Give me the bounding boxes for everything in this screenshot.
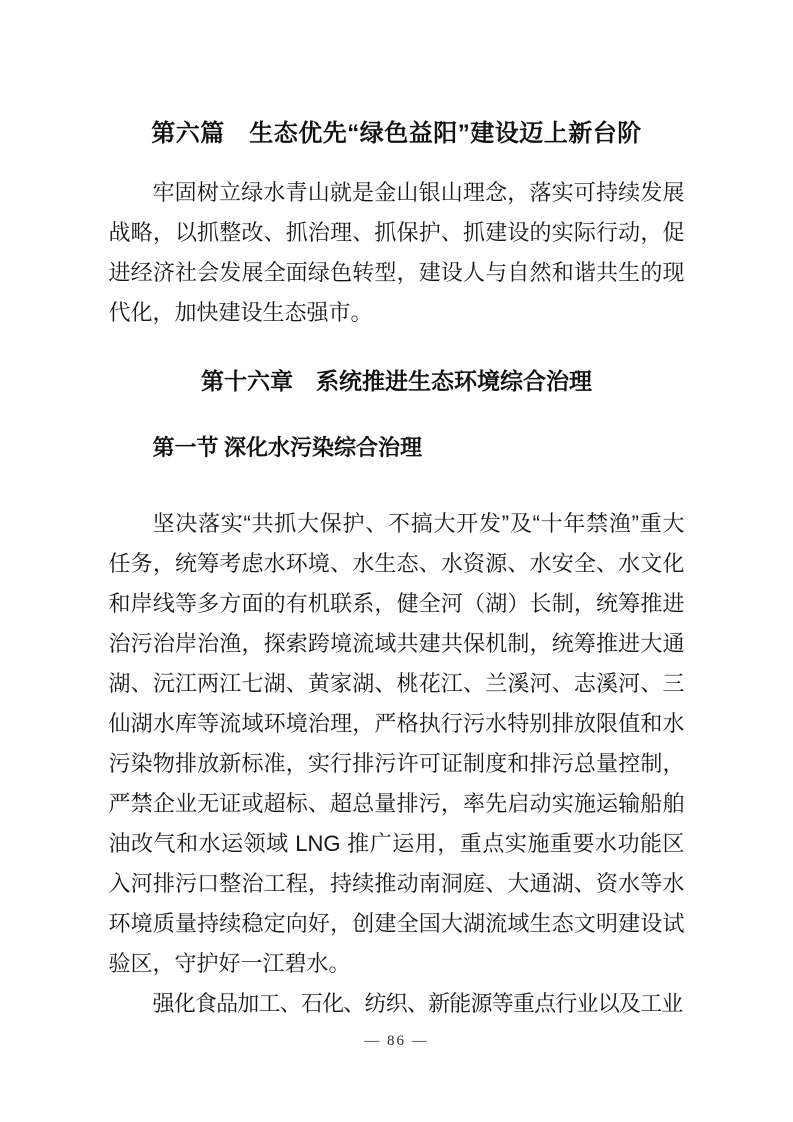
body-paragraph: 坚决落实“共抓大保护、不搞大开发”及“十年禁渔”重大任务，统筹考虑水环境、水生态、水资源、水安全、水文化和岸线等多方面的有机联系，健全河（湖）长制，统筹推进治污治岸治渔，探索跨境流域共建共保机制，统筹推进大通湖、沅江两江七湖、黄家湖、桃花江、兰溪河、志溪河、三仙湖水库等流域环境治理，严格执行污水特别排放限值和水污染物排放新标准，实行排污许可证制度和排污总量控制，严禁企业无证或超标、超总量排污，率先启动实施运输船舶油改气和水运领域 LNG 推广运用，重点实施重要水功能区入河排污口整治工程，持续推动南洞庭、大通湖、资水等水环境质量持续稳定向好，创建全国大湖流域生态文明建设试验区，守护好一江碧水。 <box>108 511 685 976</box>
chapter-title: 第十六章 系统推进生态环境综合治理 <box>201 369 592 394</box>
section-title: 第一节 深化水污染综合治理 <box>152 435 423 460</box>
page-number: — 86 — <box>364 1033 429 1049</box>
intro-paragraph: 牢固树立绿水青山就是金山银山理念，落实可持续发展战略，以抓整改、抓治理、抓保护、抓建设的实际行动，促进经济社会发展全面绿色转型，建设人与自然和谐共生的现代化，加快建设生态强市。 <box>108 180 685 325</box>
truncated-paragraph: 强化食品加工、石化、纺织、新能源等重点行业以及工业 <box>152 991 683 1016</box>
part-title: 第六篇 生态优先“绿色益阳”建设迈上新台阶 <box>151 120 642 147</box>
